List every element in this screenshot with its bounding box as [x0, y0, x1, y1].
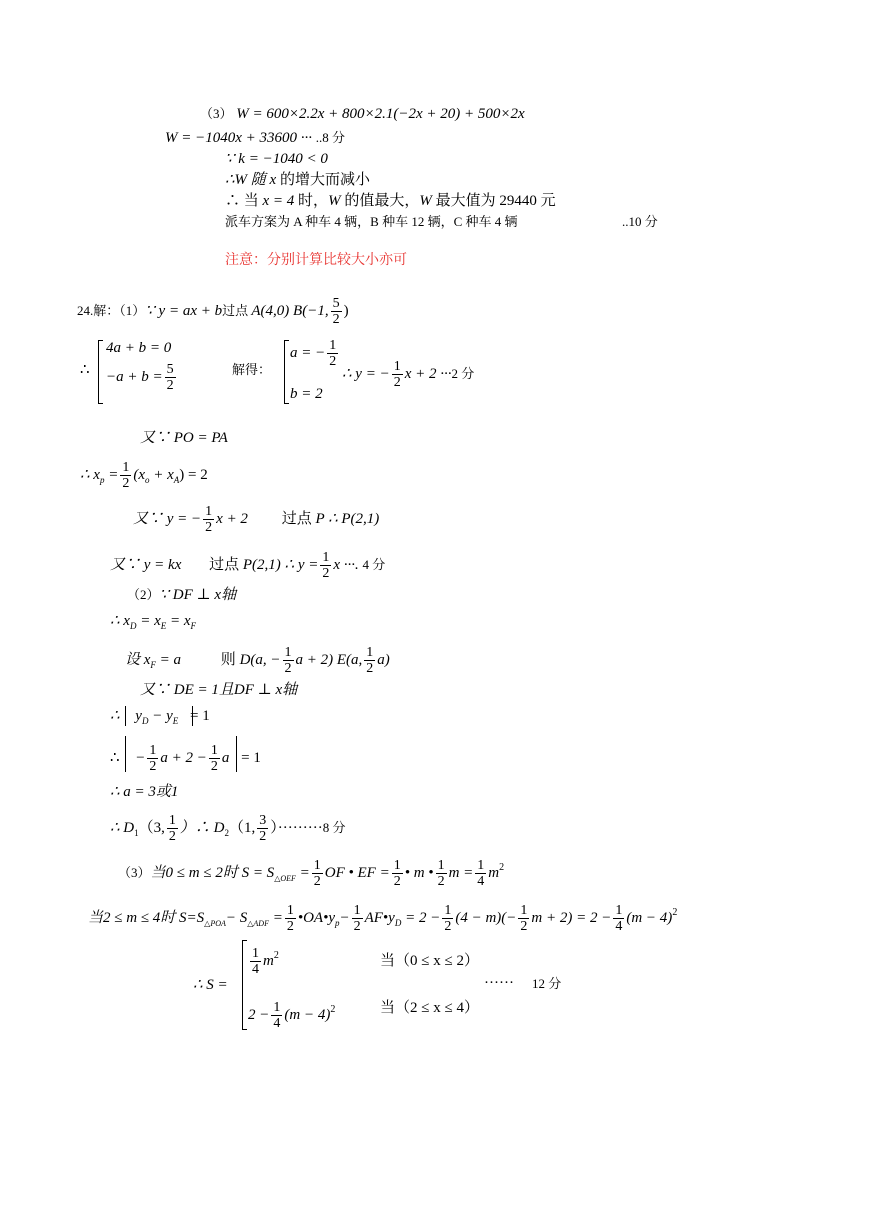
xp-midpoint: ∴ $x_p$ = $\frac{1}{2}$ $(x_o + x_A) = 2$	[80, 460, 208, 491]
area-case-2: 当2 ≤ m ≤ 4时 $S=S_{\triangle POA}- S_{\triangle ADF}$ = $\frac{1}{2}$ $•OA•y_p-$ $\frac{1}{2}$ $AF•y_D = 2$ − $\frac{1}{2}$ (4 − m)(− $\frac{1}{2}$ m + 2) = 2 − $\frac{1}{4}$ $(m - 4)^2$	[88, 903, 678, 935]
xd-xe-xf: ∴ $x_D = x_E = x_F$	[110, 613, 197, 631]
d-points: ∴ $D_1(3$, $\frac{1}{2}$ ）∴ $D_2(1$, $\frac{3}{2}$ ）·········8 分	[110, 813, 346, 844]
system-brace-2	[284, 340, 289, 404]
abs-expression: ∴ − $\frac{1}{2}$ a + 2 − $\frac{1}{2}$ a = 1	[110, 743, 261, 774]
k-negative: ∵ k = −1040 < 0	[225, 151, 328, 167]
fraction-5-2: $\frac{5}{2}$	[332, 296, 340, 327]
score-12: 12 分	[532, 976, 562, 991]
piece-2: 2 − $\frac{1}{4}$ $(m - 4)^2$	[248, 1000, 336, 1032]
piece-1: $\frac{1}{4}$ $m^2$	[252, 946, 279, 978]
part3-equation	[200, 104, 525, 124]
piecewise-brace	[242, 940, 247, 1030]
area-case-1: （3）当0 ≤ m ≤ 2时 $S = S_{\triangle OEF}$ = $\frac{1}{2}$ OF • EF = $\frac{1}{2}$ • m • $\frac{1}{2}$ m = $\frac{1}{4}$ $m^2$	[118, 858, 505, 890]
abs-bar-left-2	[125, 736, 126, 772]
red-note: 注意：分别计算比较大小亦可	[225, 252, 407, 268]
line-passes-p: 又∵ y = − $\frac{1}{2}$ x + 2 过点 P ∴ P(2,1)	[133, 504, 380, 535]
abs-bar-right-1	[192, 706, 193, 726]
system2-eq2: b = 2	[290, 386, 323, 402]
abs-bar-left-1	[125, 706, 126, 726]
score-8: 8 分	[322, 819, 346, 835]
w-decreasing: ∴W 随 x 的增大而减小	[225, 172, 370, 188]
abs-yd-ye: ∴ $y_D - y_E = 1$	[110, 708, 210, 726]
a-result: ∴ a = 3或1	[110, 784, 179, 800]
part3-w-equation: W = 600×2.2x + 800×2.1(−2x + 20) + 500×2x	[236, 106, 525, 122]
dispatch-plan: 派车方案为 A 种车 4 辆，B 种车 12 辆，C 种车 4 辆	[225, 214, 518, 229]
final-dots: ······	[484, 975, 514, 991]
score-10: ..10 分	[622, 214, 658, 229]
system1-eq2: −a + b = $\frac{5}{2}$	[106, 362, 174, 393]
part3-label: （3）	[200, 106, 233, 121]
score-4: 4 分	[362, 556, 386, 572]
part3-w-simplified	[165, 128, 345, 148]
system2-eq1: a = − $\frac{1}{2}$	[290, 338, 337, 369]
w-linear: W = −1040x + 33600 ···	[165, 130, 313, 146]
system-brace-1	[98, 340, 103, 404]
system1-eq1: 4a + b = 0	[106, 340, 172, 356]
set-xf-a: 设 $x_F = a$ 则 D(a, − $\frac{1}{2}$ a + 2) E(a, $\frac{1}{2}$ a)	[125, 645, 390, 676]
condition-1: 当（0 ≤ x ≤ 2）	[380, 953, 479, 969]
y-linear-result: ∴ y = − $\frac{1}{2}$ x + 2 ···2 分	[342, 359, 475, 390]
final-s: ∴ S =	[193, 977, 228, 993]
therefore-sign: ∴	[80, 362, 90, 378]
po-equals-pa: 又∵ PO = PA	[140, 430, 228, 446]
part2-heading: （2）∵ DF ⊥ x轴	[127, 587, 237, 603]
solve-label: 解得：	[232, 362, 272, 377]
score-8-a: ..8 分	[315, 130, 346, 145]
de-equals-1: 又∵ DE = 1且DF ⊥ x轴	[140, 682, 298, 698]
max-value-line: ∴ 当 x = 4 时，W 的值最大，W 最大值为 29440 元	[225, 193, 556, 209]
abs-bar-right-2	[236, 736, 237, 772]
condition-2: 当（2 ≤ x ≤ 4）	[380, 1000, 479, 1016]
y-kx-line: 又∵ y = kx 过点 P(2,1) ∴ y = $\frac{1}{2}$ x ···. 4 分	[110, 550, 386, 581]
score-2: 2 分	[451, 365, 475, 381]
q24-intro: 24.解：（1）∵ y = ax + b过点 A(4,0) B(−1, $\frac{5}{2}$ )	[77, 296, 349, 327]
